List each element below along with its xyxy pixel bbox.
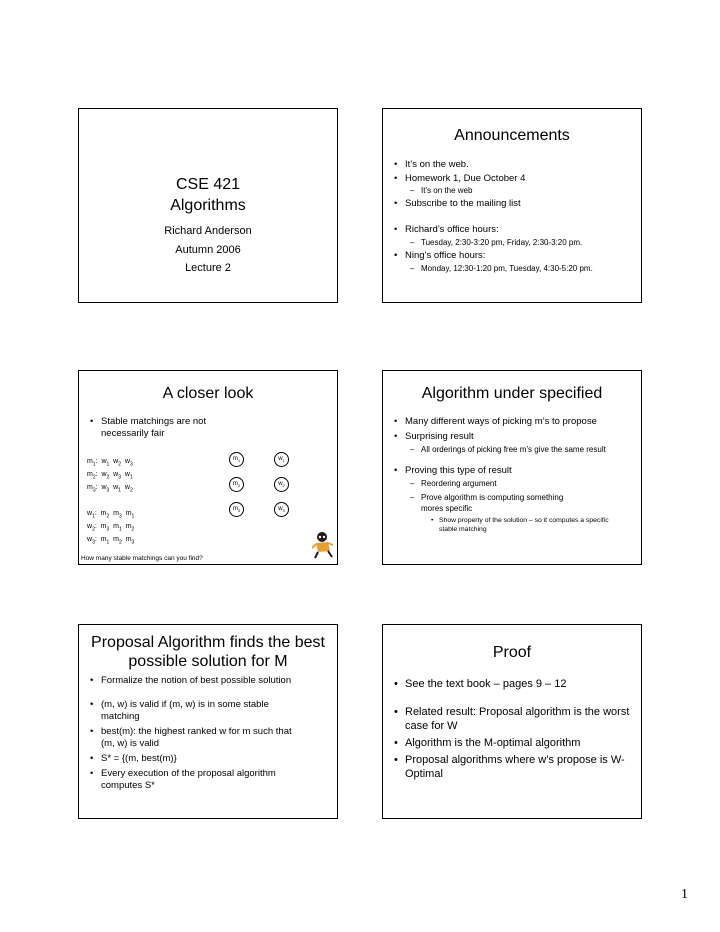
sub-bullet: – Prove algorithm is computing something mores specific bbox=[391, 492, 639, 514]
slide-algorithm-under-specified bbox=[382, 370, 642, 565]
men-preference: $m_3$: $w_3$ $w_1$ $w_2$ bbox=[87, 484, 133, 494]
slide-title: Algorithm under specified bbox=[421, 385, 603, 402]
bullet: • It’s on the web. bbox=[391, 159, 639, 171]
sub-bullet: – It’s on the web bbox=[391, 185, 639, 196]
bullet: • Proving this type of result bbox=[391, 465, 639, 477]
sub-bullet: – All orderings of picking free m’s give the same result bbox=[391, 444, 639, 455]
slide-closer-look bbox=[78, 370, 338, 565]
women-preference: $w_3$: $m_1$ $m_2$ $m_3$ bbox=[87, 536, 135, 546]
men-preference: $m_1$: $w_1$ $w_2$ $w_3$ bbox=[87, 458, 133, 468]
node-m1: $m_1$ bbox=[229, 452, 244, 467]
bullet: • Stable matchings are not necessarily fair bbox=[87, 416, 217, 440]
node-w2: $w_2$ bbox=[274, 477, 289, 492]
bullet: • best(m): the highest ranked w for m such that (m, w) is valid bbox=[87, 726, 327, 750]
bullet: • Related result: Proposal algorithm is the worst case for W bbox=[391, 705, 636, 733]
slide-title: Announcements bbox=[454, 127, 570, 144]
bullet: • Algorithm is the M-optimal algorithm bbox=[391, 736, 636, 750]
bullet: • (m, w) is valid if (m, w) is in some stable matching bbox=[87, 699, 327, 723]
bullet: • See the text book – pages 9 – 12 bbox=[391, 677, 636, 691]
bullet: • Ning’s office hours: bbox=[391, 250, 639, 262]
bullet: • Formalize the notion of best possible solution bbox=[87, 675, 327, 687]
sub-bullet: – Tuesday, 2:30-3:20 pm, Friday, 2:30-3:20 pm. bbox=[391, 237, 639, 248]
cartoon-figure-icon bbox=[312, 531, 334, 559]
author: Richard Anderson bbox=[164, 225, 252, 237]
bullet: • S* = {(m, best(m)} bbox=[87, 753, 327, 765]
slide-title-line1: Proposal Algorithm finds the best bbox=[91, 634, 325, 651]
bullet: • Richard’s office hours: bbox=[391, 224, 639, 236]
node-w1: $w_1$ bbox=[274, 452, 289, 467]
bullet: • Surprising result bbox=[391, 431, 639, 443]
sub-bullet: – Monday, 12:30-1:20 pm, Tuesday, 4:30-5:20 pm. bbox=[391, 263, 639, 274]
course-subject: Algorithms bbox=[170, 197, 246, 214]
slide-title: A closer look bbox=[162, 385, 254, 402]
women-preference: $w_1$: $m_2$ $m_3$ $m_1$ bbox=[87, 510, 135, 520]
bullet: • Homework 1, Due October 4 bbox=[391, 173, 639, 185]
sub-bullet: – Reordering argument bbox=[391, 478, 639, 489]
slide-proposal-algorithm bbox=[78, 624, 338, 819]
page-number: 1 bbox=[681, 887, 688, 902]
slide-announcements bbox=[382, 108, 642, 303]
node-m2: $m_2$ bbox=[229, 477, 244, 492]
bullet-list bbox=[391, 677, 636, 781]
bullet-list bbox=[87, 416, 217, 440]
node-m3: $m_3$ bbox=[229, 502, 244, 517]
bullet: • Proposal algorithms where w’s propose is W-Optimal bbox=[391, 753, 636, 781]
node-w3: $w_3$ bbox=[274, 502, 289, 517]
lecture-number: Lecture 2 bbox=[185, 262, 231, 274]
men-preference: $m_2$: $w_2$ $w_3$ $w_1$ bbox=[87, 471, 133, 481]
caption: How many stable matchings can you find? bbox=[81, 555, 203, 562]
term: Autumn 2006 bbox=[175, 244, 241, 256]
sub-sub-bullet: • Show property of the solution – so it computes a specific stable matching bbox=[391, 516, 639, 534]
slide-title: Proof bbox=[492, 644, 532, 661]
bullet: • Subscribe to the mailing list bbox=[391, 198, 639, 210]
slide-title bbox=[78, 108, 338, 303]
bullet-list bbox=[87, 675, 327, 792]
slide-title-line2: possible solution for M bbox=[128, 653, 288, 670]
bullet-list bbox=[391, 159, 639, 274]
slide-proof bbox=[382, 624, 642, 819]
bullet: • Every execution of the proposal algorithm computes S* bbox=[87, 768, 327, 792]
bullet: • Many different ways of picking m’s to propose bbox=[391, 416, 639, 428]
bullet-list bbox=[391, 416, 639, 534]
course-code: CSE 421 bbox=[175, 176, 241, 193]
women-preference: $w_2$: $m_3$ $m_1$ $m_2$ bbox=[87, 523, 135, 533]
